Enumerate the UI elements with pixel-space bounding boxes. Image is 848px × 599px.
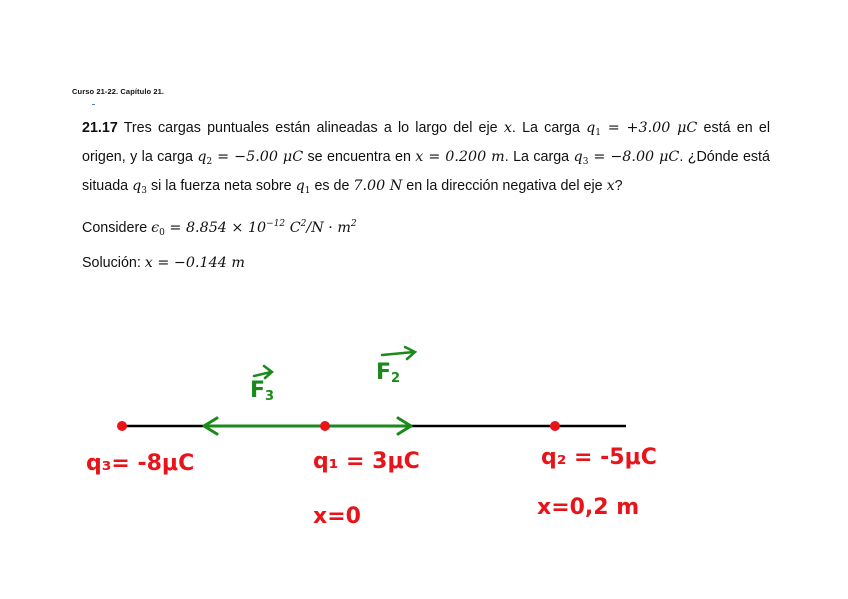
- q1-unit: μC: [677, 120, 698, 136]
- solution-label: Solución:: [82, 255, 145, 271]
- charge-q3-dot: [117, 421, 127, 431]
- charge-q1-dot: [320, 421, 330, 431]
- solution-value: x = −0.144 m: [144, 255, 245, 271]
- x0-label: x=0: [313, 504, 361, 529]
- q2-unit: μC: [282, 149, 304, 165]
- problem-number: 21.17: [82, 120, 118, 136]
- f2-vector-arrow: [382, 347, 415, 359]
- problem-text-6: . ¿Dónde está situada: [82, 149, 770, 194]
- problem-text-4: se encuentra en: [303, 149, 416, 165]
- constant-unit-2-exp: 2: [350, 219, 357, 229]
- constant-label: Considere: [82, 220, 152, 236]
- constant-exponent: −12: [266, 219, 286, 229]
- f2-label: $F_2$: [376, 360, 401, 386]
- q1-label: q₁ = 3μC: [313, 449, 420, 474]
- problem-text-10: ?: [614, 178, 623, 194]
- q3-symbol: $q_3$: [573, 149, 589, 167]
- axis-symbol: x: [503, 120, 512, 136]
- problem-text-7: si la fuerza neta sobre: [146, 178, 296, 194]
- q3-value: = −8.00: [588, 149, 660, 165]
- problem-text-8: es de: [310, 178, 354, 194]
- q1-symbol: $q_1$: [586, 120, 602, 138]
- constant-unit-2: /N · m: [306, 220, 351, 236]
- f3-label: $F_3$: [250, 378, 275, 404]
- q1-symbol-2: $q_1$: [295, 178, 311, 196]
- constant-unit-1-exp: 2: [300, 219, 307, 229]
- q3-label: q₃= -8μC: [86, 451, 195, 476]
- axis-symbol-2: x: [606, 178, 615, 194]
- q2-symbol: $q_2$: [197, 149, 213, 167]
- q3-symbol-2: $q_3$: [132, 178, 147, 196]
- constant-unit-1: C: [285, 220, 301, 236]
- problem-text-1: Tres cargas puntuales están alineadas a lo largo del eje: [117, 120, 504, 136]
- q3-unit: μC: [659, 149, 680, 165]
- problem-text-3: está en el origen, y la carga: [82, 120, 770, 165]
- f3-vector-arrow: [254, 366, 272, 378]
- epsilon-symbol: $\epsilon_0$: [151, 220, 165, 238]
- q2-value: = −5.00: [212, 149, 283, 165]
- x2-label: x=0,2 m: [537, 495, 640, 520]
- force-value: 7.00 N: [353, 178, 403, 194]
- problem-text-2: . La carga: [511, 120, 587, 136]
- problem-text-9: en la dirección negativa del eje: [402, 178, 607, 194]
- constant-value: = 8.854 × 10: [164, 220, 267, 236]
- charge-q2-dot: [550, 421, 560, 431]
- q2-label: q₂ = -5μC: [541, 445, 657, 470]
- course-header: Curso 21-22. Capítulo 21.: [72, 87, 165, 96]
- q1-value: = +3.00: [601, 120, 678, 136]
- x-position: x = 0.200 m: [415, 149, 505, 165]
- problem-text-5: . La carga: [504, 149, 574, 165]
